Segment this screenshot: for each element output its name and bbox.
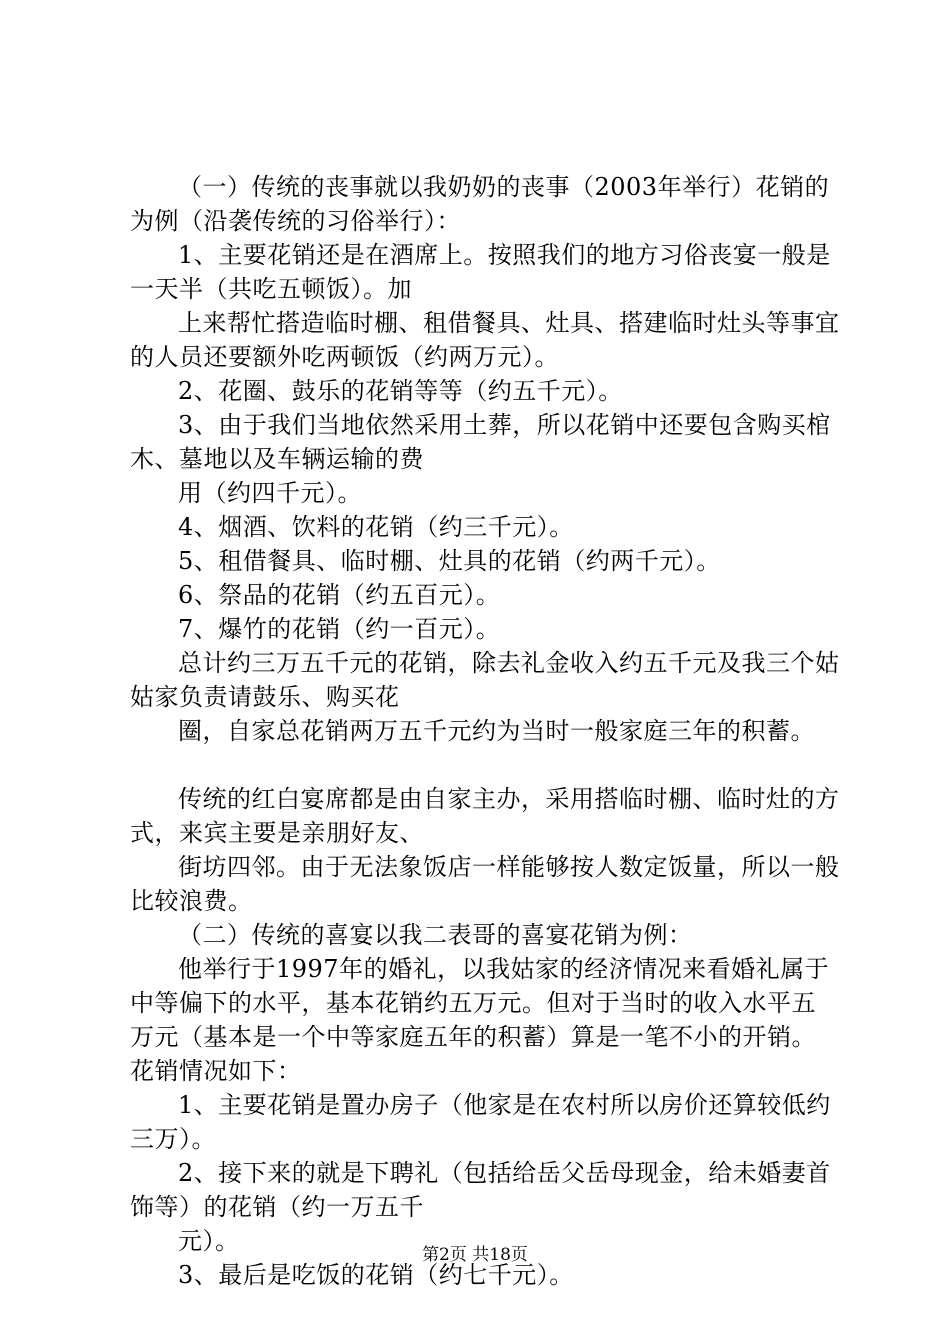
- paragraph-funeral-item-3-cont: 用（约四千元）。: [178, 479, 362, 507]
- paragraph-wedding-intro: （二）传统的喜宴以我二表哥的喜宴花销为例：: [178, 921, 693, 949]
- paragraph-funeral-item-1: 1、主要花销还是在酒席上。按照我们的地方习俗丧宴一般是一天半（共吃五顿饭）。加: [130, 241, 831, 303]
- paragraph-wedding-overview: 他举行于1997年的婚礼，以我姑家的经济情况来看婚礼属于中等偏下的水平，基本花销约五万元。但对于当时的收入水平五万元（基本是一个中等家庭五年的积蓄）算是一笔不小的开销。花销情况如下：: [130, 955, 830, 1085]
- paragraph-funeral-total-cont: 圈，自家总花销两万五千元约为当时一般家庭三年的积蓄。: [178, 717, 815, 745]
- paragraph-wedding-item-2-cont: 元）。: [178, 1227, 240, 1255]
- paragraph-funeral-intro: （一）传统的丧事就以我奶奶的丧事（2003年举行）花销的为例（沿袭传统的习俗举行）：: [130, 173, 830, 235]
- paragraph-wedding-item-1: 1、主要花销是置办房子（他家是在农村所以房价还算较低约三万）。: [130, 1091, 831, 1153]
- page-footer: 第2页 共18页: [422, 1245, 528, 1265]
- paragraph-funeral-item-5: 5、租借餐具、临时棚、灶具的花销（约两千元）。: [178, 547, 721, 575]
- paragraph-funeral-item-1-cont: 上来帮忙搭造临时棚、租借餐具、灶具、搭建临时灶头等事宜的人员还要额外吃两顿饭（约两万元）。: [130, 309, 840, 371]
- paragraph-banquet-traditional: 传统的红白宴席都是由自家主办，采用搭临时棚、临时灶的方式，来宾主要是亲朋好友、: [130, 785, 840, 847]
- paragraph-banquet-traditional-cont: 街坊四邻。由于无法象饭店一样能够按人数定饭量，所以一般比较浪费。: [130, 853, 840, 915]
- document-body: [130, 170, 840, 1292]
- paragraph-funeral-item-7: 7、爆竹的花销（约一百元）。: [178, 615, 501, 643]
- paragraph-funeral-total: 总计约三万五千元的花销，除去礼金收入约五千元及我三个姑姑家负责请鼓乐、购买花: [130, 649, 840, 711]
- paragraph-funeral-item-2: 2、花圈、鼓乐的花销等等（约五千元）。: [178, 377, 623, 405]
- paragraph-wedding-item-3: 3、最后是吃饭的花销（约七千元）。: [178, 1261, 574, 1289]
- paragraph-funeral-item-4: 4、烟酒、饮料的花销（约三千元）。: [178, 513, 574, 541]
- paragraph-funeral-item-6: 6、祭品的花销（约五百元）。: [178, 581, 501, 609]
- paragraph-gap: [130, 748, 840, 782]
- paragraph-funeral-item-3: 3、由于我们当地依然采用土葬，所以花销中还要包含购买棺木、墓地以及车辆运输的费: [130, 411, 831, 473]
- paragraph-wedding-item-2: 2、接下来的就是下聘礼（包括给岳父岳母现金，给未婚妻首饰等）的花销（约一万五千: [130, 1159, 831, 1221]
